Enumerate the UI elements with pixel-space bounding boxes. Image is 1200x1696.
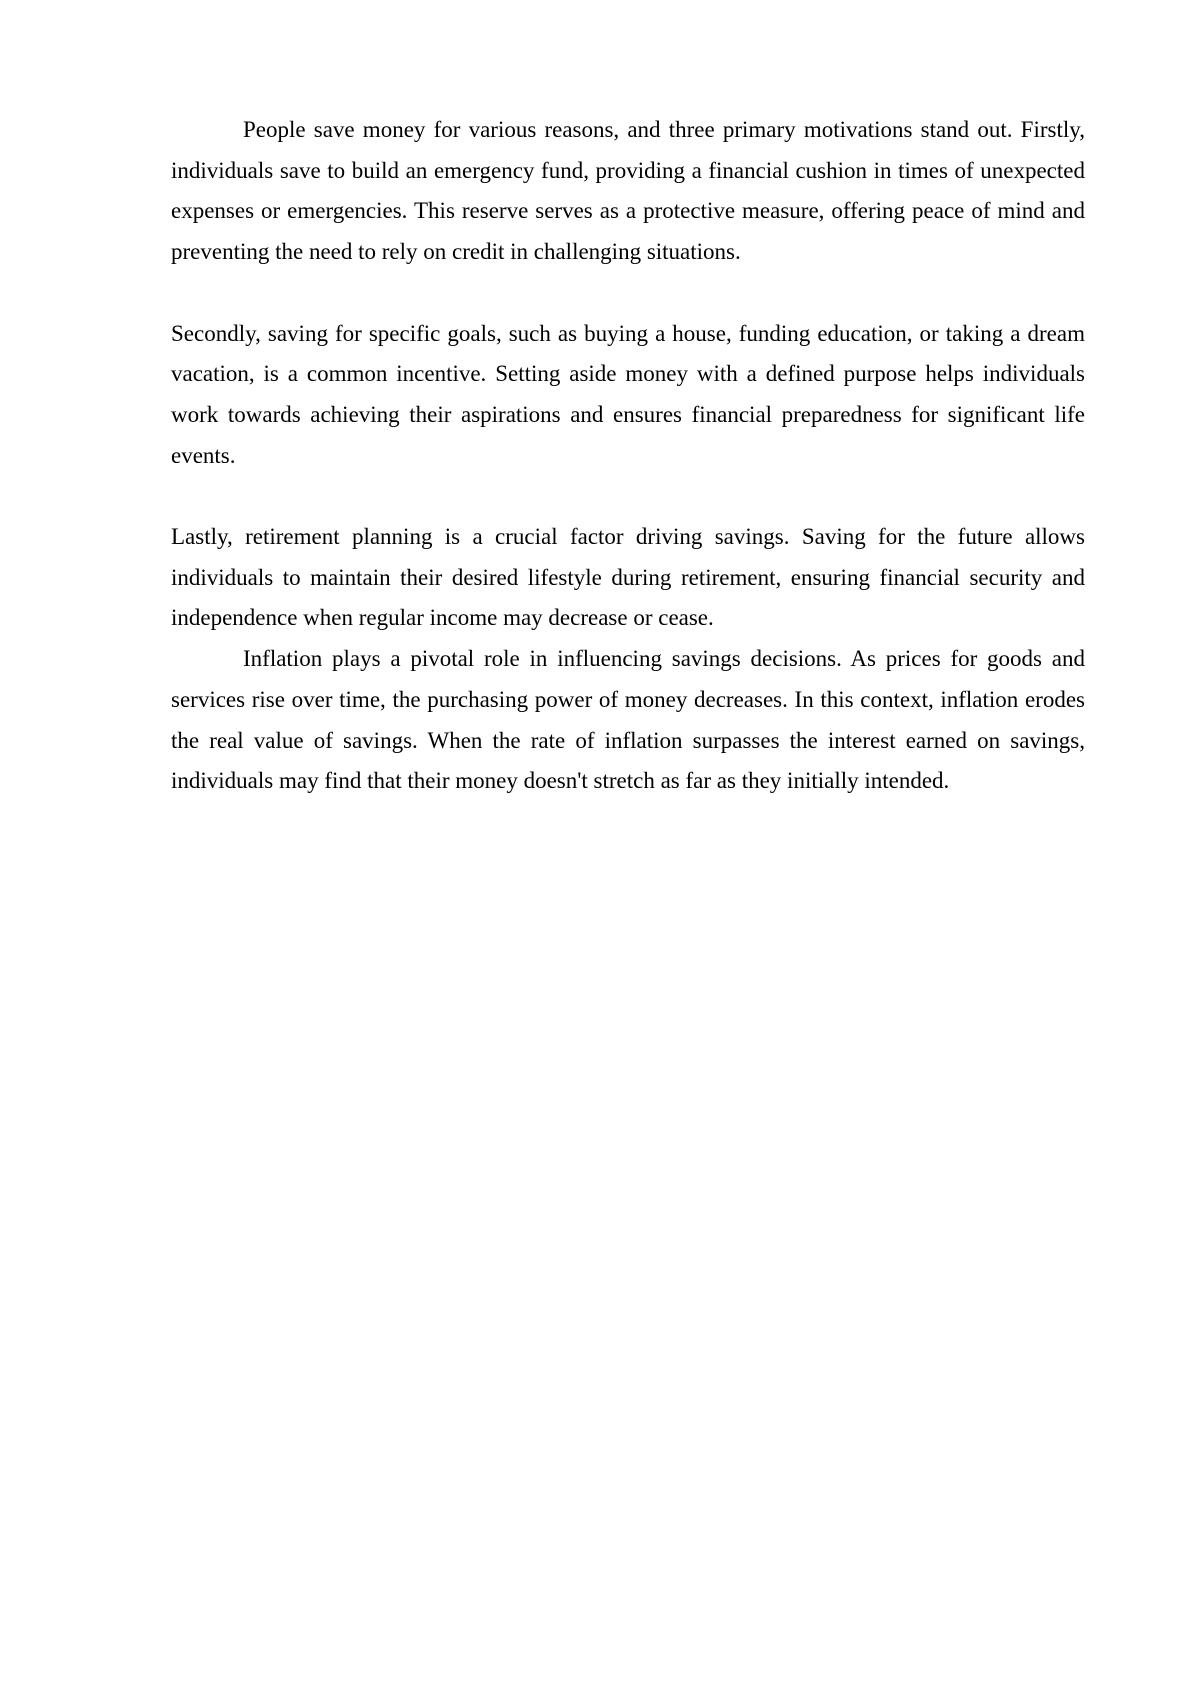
paragraph-reasons-to-save: People save money for various reasons, and three primary motivations stand out. Firstly, individuals save to build an emergency fund, providing a financial cushion in times of unexpected expenses or emergencies. This reserve serves as a protective measure, offering peace of mind and preventing the need to rely on credit in challenging situations.: [171, 117, 1085, 265]
paragraph-specific-goals: Secondly, saving for specific goals, such as buying a house, funding education, or taking a dream vacation, is a common incentive. Setting aside money with a defined purpose helps individuals work towards achieving their aspirations and ensures financial preparedness for significant life events.: [171, 320, 1085, 468]
paragraph-inflation: Inflation plays a pivotal role in influencing savings decisions. As prices for goods and services rise over time, the purchasing power of money decreases. In this context, inflation erodes the real value of savings. When the rate of inflation surpasses the interest earned on savings, individuals may find that their money doesn't stretch as far as they initially intended.: [171, 646, 1085, 794]
document-body: [171, 110, 1085, 802]
paragraph-retirement-planning: Lastly, retirement planning is a crucial factor driving savings. Saving for the future allows individuals to maintain their desired lifestyle during retirement, ensuring financial security and independence when regular income may decrease or cease.: [171, 524, 1085, 631]
